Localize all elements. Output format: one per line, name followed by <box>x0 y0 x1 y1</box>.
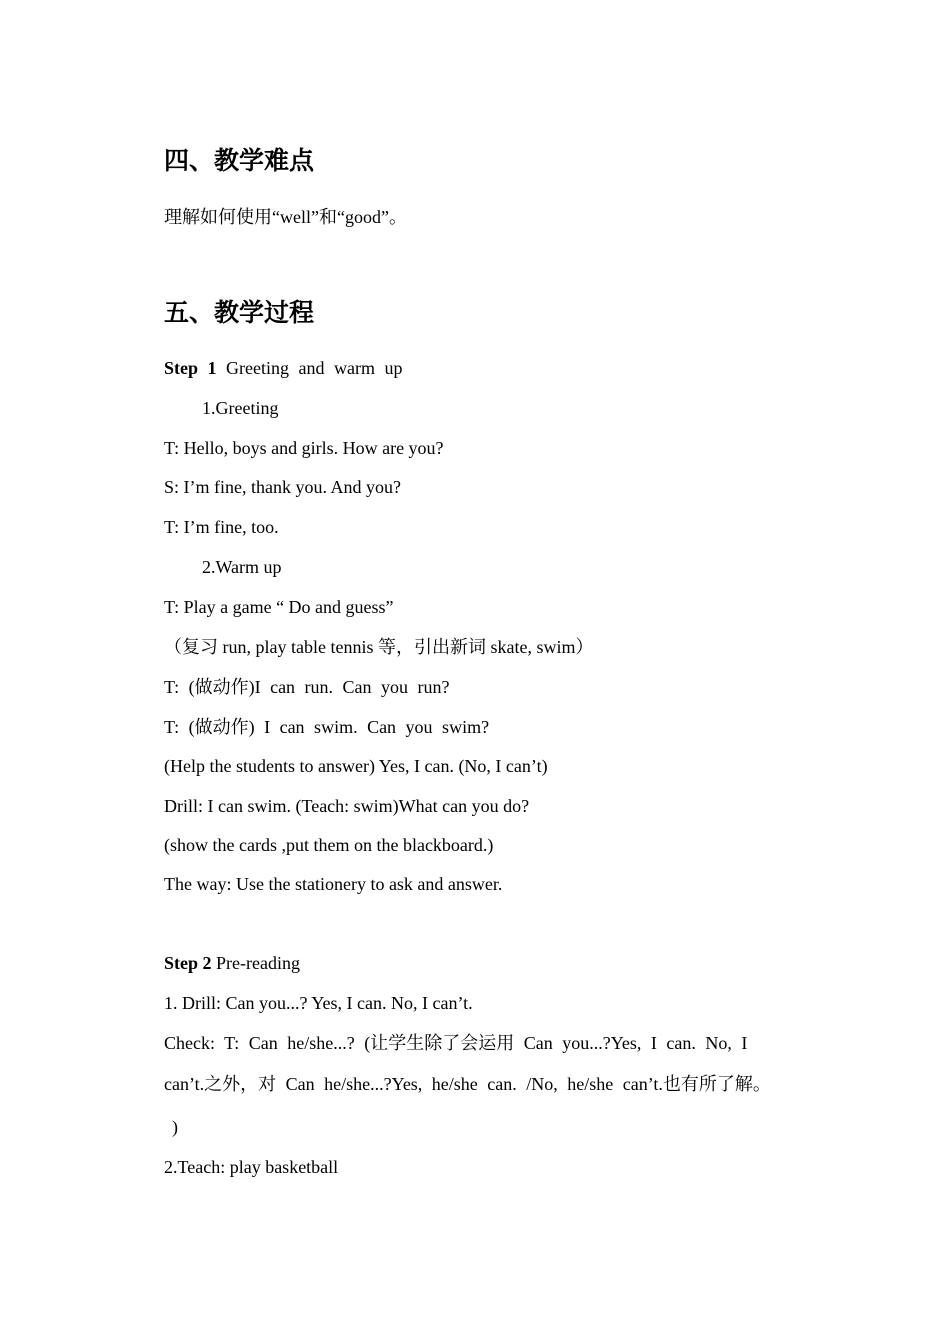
the-way-line: The way: Use the stationery to ask and answer. <box>164 874 503 894</box>
help-answer-line: (Help the students to answer) Yes, I can. (No, I can’t) <box>164 756 548 776</box>
teach-line: 2.Teach: play basketball <box>164 1157 339 1177</box>
step1-sub-warm-up: 2.Warm up <box>202 557 282 577</box>
dialogue-line-t5: T: (做动作) I can swim. Can you swim? <box>164 717 490 737</box>
check-line-3: ) <box>172 1117 178 1137</box>
section-heading-teaching-difficulties: 四、教学难点 <box>164 146 315 175</box>
drill-line: Drill: I can swim. (Teach: swim)What can you do? <box>164 796 530 816</box>
step2-title: Pre-reading <box>216 953 300 973</box>
section-heading-teaching-process: 五、教学过程 <box>164 298 315 327</box>
dialogue-line-t3: T: Play a game “ Do and guess” <box>164 597 394 617</box>
difficulty-text: 理解如何使用“well”和“good”。 <box>164 207 407 227</box>
check-line-2: can’t.之外，对 Can he/she...?Yes, he/she can. /No, he/she can’t.也有所了解。 <box>164 1074 771 1094</box>
check-line-1: Check: T: Can he/she...? (让学生除了会运用 Can you...?Yes, I can. No, I <box>164 1033 748 1053</box>
step2-drill-line: 1. Drill: Can you...? Yes, I can. No, I can’t. <box>164 993 473 1013</box>
dialogue-line-t4: T: (做动作)I can run. Can you run? <box>164 677 450 697</box>
step1-title: Greeting and warm up <box>226 358 403 378</box>
dialogue-line-t2: T: I’m fine, too. <box>164 517 279 537</box>
dialogue-line-s1: S: I’m fine, thank you. And you? <box>164 477 401 497</box>
dialogue-line-t1: T: Hello, boys and girls. How are you? <box>164 438 444 458</box>
review-note: （复习 run, play table tennis 等，引出新词 skate, swim） <box>164 637 594 657</box>
step1-label: Step 1 <box>164 358 217 378</box>
show-cards-line: (show the cards ,put them on the blackboard.) <box>164 835 494 855</box>
step2-title-line <box>164 952 300 974</box>
step1-title-line <box>164 357 402 379</box>
step1-sub-greeting: 1.Greeting <box>202 398 279 418</box>
step2-label: Step 2 <box>164 953 212 973</box>
